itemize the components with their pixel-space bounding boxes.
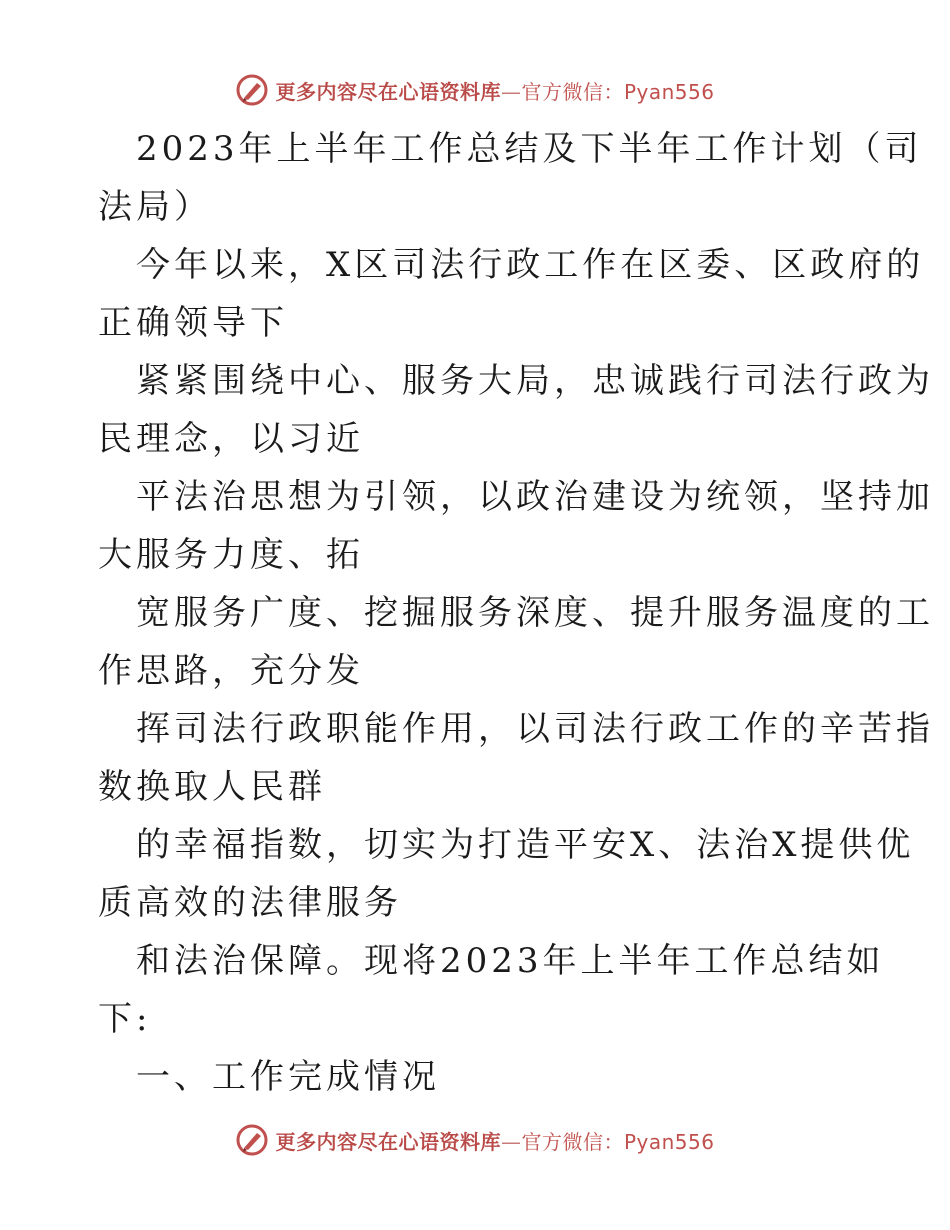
header-wechat: 官方微信：Pyan556 — [521, 79, 715, 104]
footer-brand: 更多内容尽在心语资料库 — [275, 1129, 501, 1154]
doc-line: 挥司法行政职能作用，以司法行政工作的辛苦指 — [136, 709, 934, 749]
footer-banner — [0, 1120, 950, 1160]
doc-line: 大服务力度、拓 — [98, 535, 364, 575]
pen-logo-icon — [235, 1123, 269, 1157]
header-separator: — — [500, 79, 522, 104]
doc-line: 作思路，充分发 — [98, 651, 364, 691]
doc-line: 下: — [98, 999, 152, 1039]
doc-line-title-2: 法局） — [98, 187, 212, 227]
doc-line: 紧紧围绕中心、服务大局，忠诚践行司法行政为 — [136, 361, 934, 401]
doc-line: 宽服务广度、挖掘服务深度、提升服务温度的工 — [136, 593, 934, 633]
pen-logo-icon — [235, 73, 269, 107]
footer-separator: — — [500, 1129, 522, 1154]
footer-banner-text — [275, 1126, 714, 1155]
doc-line: 和法治保障。现将2023年上半年工作总结如 — [136, 941, 885, 981]
doc-line: 数换取人民群 — [98, 767, 326, 807]
section-heading: 一、工作完成情况 — [136, 1057, 440, 1097]
header-banner — [0, 70, 950, 110]
footer-wechat: 官方微信：Pyan556 — [521, 1129, 715, 1154]
doc-line: 正确领导下 — [98, 303, 288, 343]
doc-line: 今年以来，X区司法行政工作在区委、区政府的 — [136, 245, 925, 285]
header-brand: 更多内容尽在心语资料库 — [275, 79, 501, 104]
doc-line: 质高效的法律服务 — [98, 883, 402, 923]
doc-line: 民理念，以习近 — [98, 419, 364, 459]
header-banner-text — [275, 76, 714, 105]
doc-line: 平法治思想为引领，以政治建设为统领，坚持加 — [136, 477, 934, 517]
doc-line: 的幸福指数，切实为打造平安X、法治X提供优 — [136, 825, 915, 865]
document-body — [98, 120, 934, 1106]
doc-line-title-1: 2023年上半年工作总结及下半年工作计划（司 — [136, 129, 923, 169]
